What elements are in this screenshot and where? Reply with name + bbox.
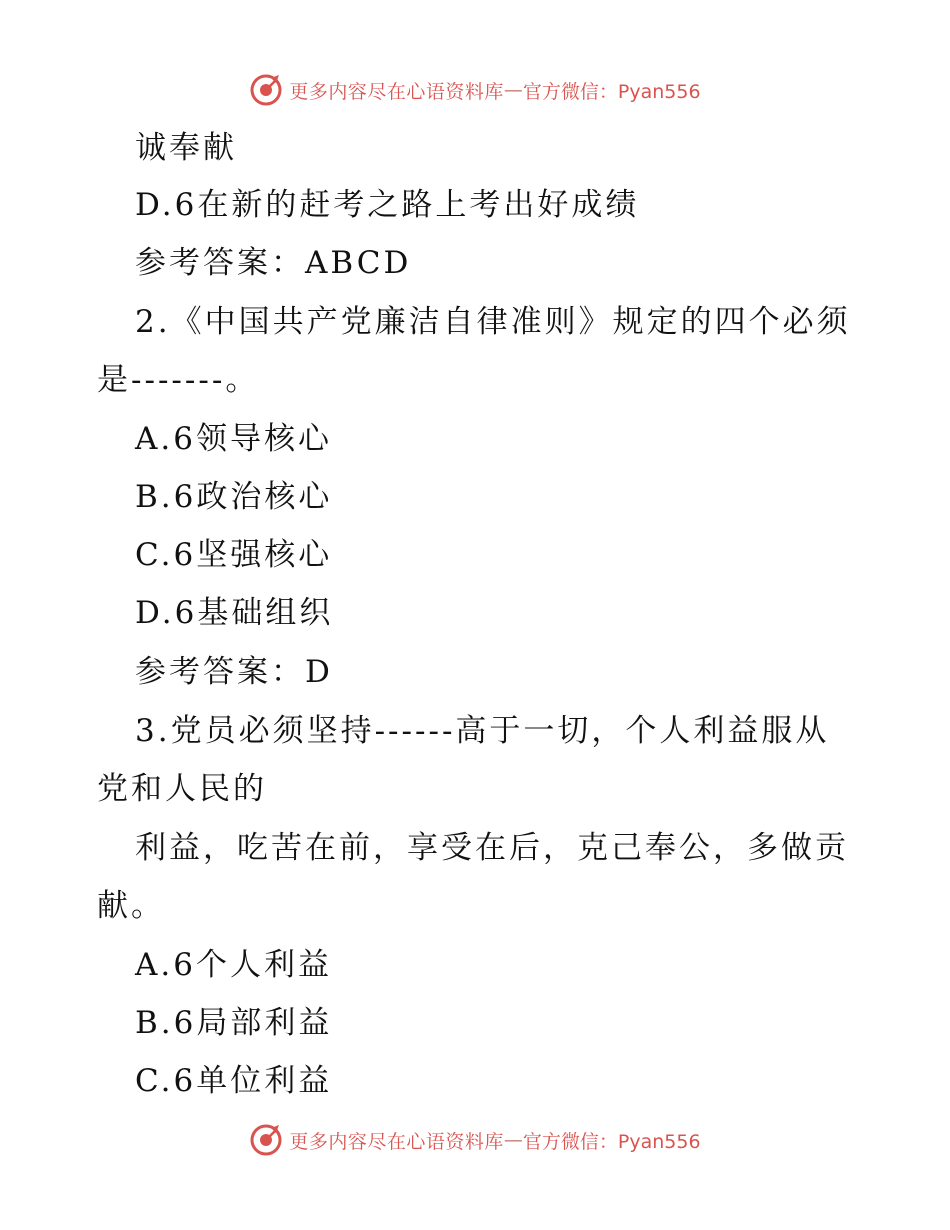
option-line: B.6政治核心 bbox=[135, 479, 333, 515]
brand-logo-icon bbox=[249, 1123, 283, 1157]
question-line: 3.党员必须坚持------高于一切，个人利益服从 bbox=[135, 713, 830, 749]
question-line-cont: 党和人民的 bbox=[97, 771, 267, 807]
option-line: B.6局部利益 bbox=[135, 1005, 333, 1041]
banner-text: 更多内容尽在心语资料库 bbox=[289, 1130, 504, 1153]
option-line: A.6领导核心 bbox=[135, 421, 332, 457]
question-line: 2.《中国共产党廉洁自律准则》规定的四个必须 bbox=[135, 304, 851, 340]
question-line-cont: 是-------。 bbox=[97, 362, 260, 398]
option-line: C.6坚强核心 bbox=[135, 537, 333, 573]
banner-separator: — bbox=[503, 79, 523, 101]
banner-separator: — bbox=[503, 1129, 523, 1151]
answer-line: 参考答案：ABCD bbox=[135, 245, 412, 281]
footer-banner bbox=[0, 1120, 950, 1160]
banner-text: 更多内容尽在心语资料库 bbox=[289, 80, 504, 103]
header-banner bbox=[0, 70, 950, 110]
brand-logo-icon bbox=[249, 73, 283, 107]
option-line: D.6基础组织 bbox=[135, 595, 334, 631]
answer-line: 参考答案：D bbox=[135, 654, 333, 690]
option-line: C.6单位利益 bbox=[135, 1063, 333, 1099]
option-line: A.6个人利益 bbox=[135, 947, 332, 983]
question-line-cont: 利益，吃苦在前，享受在后，克己奉公，多做贡 bbox=[135, 830, 849, 866]
banner-wechat: 官方微信：Pyan556 bbox=[522, 1130, 701, 1153]
banner-wechat: 官方微信：Pyan556 bbox=[522, 80, 701, 103]
question-line-cont: 献。 bbox=[97, 888, 165, 924]
option-line: D.6在新的赶考之路上考出好成绩 bbox=[135, 187, 640, 223]
text-line: 诚奉献 bbox=[135, 130, 237, 166]
